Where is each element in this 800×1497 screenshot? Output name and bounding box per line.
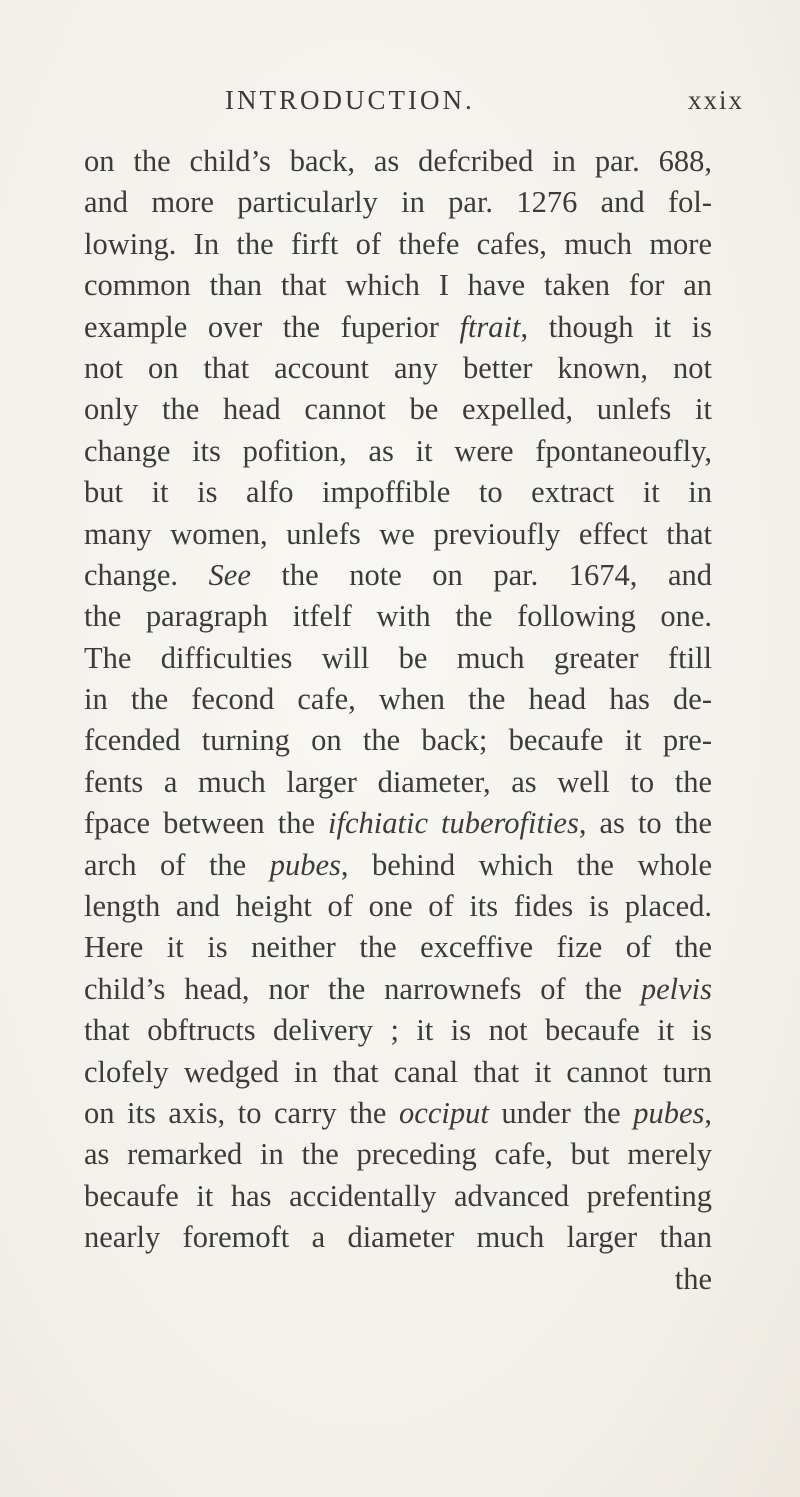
italic-term: pubes — [269, 847, 341, 882]
text-run: as remarked in the preceding cafe, but merely — [84, 1137, 712, 1172]
text-line — [84, 1093, 712, 1134]
text-line — [84, 307, 712, 348]
text-line — [84, 596, 712, 637]
text-run: that obftructs delivery ; it is not becaufe it is — [84, 1013, 712, 1048]
text-run: lowing. In the firft of thefe cafes, much more — [84, 226, 712, 261]
text-line — [84, 886, 712, 927]
text-run: but it is alfo impoffible to extract it in — [84, 475, 712, 510]
text-line — [84, 638, 712, 679]
body-text — [84, 141, 712, 1300]
text-run: example over the fuperior — [84, 309, 460, 344]
text-line — [84, 141, 712, 182]
text-line — [84, 348, 712, 389]
text-run: change its pofition, as it were fpontaneoufly, — [84, 433, 712, 468]
text-line — [84, 1259, 712, 1300]
italic-term: occiput — [399, 1095, 489, 1130]
text-run: , — [704, 1095, 712, 1130]
text-line — [84, 182, 712, 223]
text-run: many women, unlefs we previoufly effect that — [84, 516, 712, 551]
text-run: fcended turning on the back; becaufe it pre- — [84, 723, 712, 758]
page-number: xxix — [688, 85, 745, 115]
text-line — [84, 1052, 712, 1093]
text-run: and more particularly in par. 1276 and fol- — [84, 185, 712, 220]
text-line — [84, 472, 712, 513]
text-line — [84, 1010, 712, 1051]
running-head: INTRODUCTION. — [225, 85, 475, 115]
text-run: not on that account any better known, not — [84, 350, 712, 385]
text-line — [84, 845, 712, 886]
text-run: , as to the — [578, 806, 712, 841]
page-header — [225, 85, 785, 125]
text-line — [84, 969, 712, 1010]
text-line — [84, 1134, 712, 1175]
text-run: the — [674, 1261, 712, 1296]
text-line — [84, 555, 712, 596]
italic-term: ftrait — [459, 309, 521, 344]
text-run: fents a much larger diameter, as well to the — [84, 764, 712, 799]
text-line — [84, 389, 712, 430]
text-run: nearly foremoft a diameter much larger than — [84, 1220, 712, 1255]
text-run: common than that which I have taken for an — [84, 268, 712, 303]
text-run: child’s head, nor the narrownefs of the — [84, 971, 641, 1006]
text-line — [84, 265, 712, 306]
text-run: length and height of one of its fides is placed. — [84, 889, 712, 924]
text-run: becaufe it has accidentally advanced prefenting — [84, 1178, 712, 1213]
text-line — [84, 1217, 712, 1258]
text-run: arch of the — [84, 847, 270, 882]
text-run: fpace between the — [84, 806, 329, 841]
text-run: , though it is — [520, 309, 713, 344]
text-line — [84, 679, 712, 720]
text-run: clofely wedged in that canal that it cannot turn — [84, 1054, 712, 1089]
text-line — [84, 762, 712, 803]
text-run: on the child’s back, as defcribed in par. 688, — [84, 144, 712, 178]
text-run: the paragraph itfelf with the following one. — [84, 599, 712, 634]
text-run: Here it is neither the exceffive fize of the — [84, 930, 712, 965]
italic-term: ifchiatic tuberofities — [328, 806, 579, 841]
text-run: The difficulties will be much greater ftill — [84, 640, 712, 675]
text-run: only the head cannot be expelled, unlefs it — [84, 392, 712, 427]
text-run: in the fecond cafe, when the head has de- — [84, 682, 712, 717]
text-run: change. — [84, 557, 209, 592]
text-run: the note on par. 1674, and — [250, 557, 712, 592]
text-line — [84, 431, 712, 472]
text-line — [84, 803, 712, 844]
italic-term: pubes — [633, 1095, 705, 1130]
text-run: under the — [488, 1095, 634, 1130]
text-line — [84, 224, 712, 265]
italic-term: pelvis — [640, 971, 712, 1006]
text-run: , behind which the whole — [340, 847, 712, 882]
text-line — [84, 514, 712, 555]
text-run: on its axis, to carry the — [84, 1095, 400, 1130]
italic-term: See — [208, 557, 251, 592]
text-line — [84, 1176, 712, 1217]
text-line — [84, 927, 712, 968]
text-line — [84, 720, 712, 761]
